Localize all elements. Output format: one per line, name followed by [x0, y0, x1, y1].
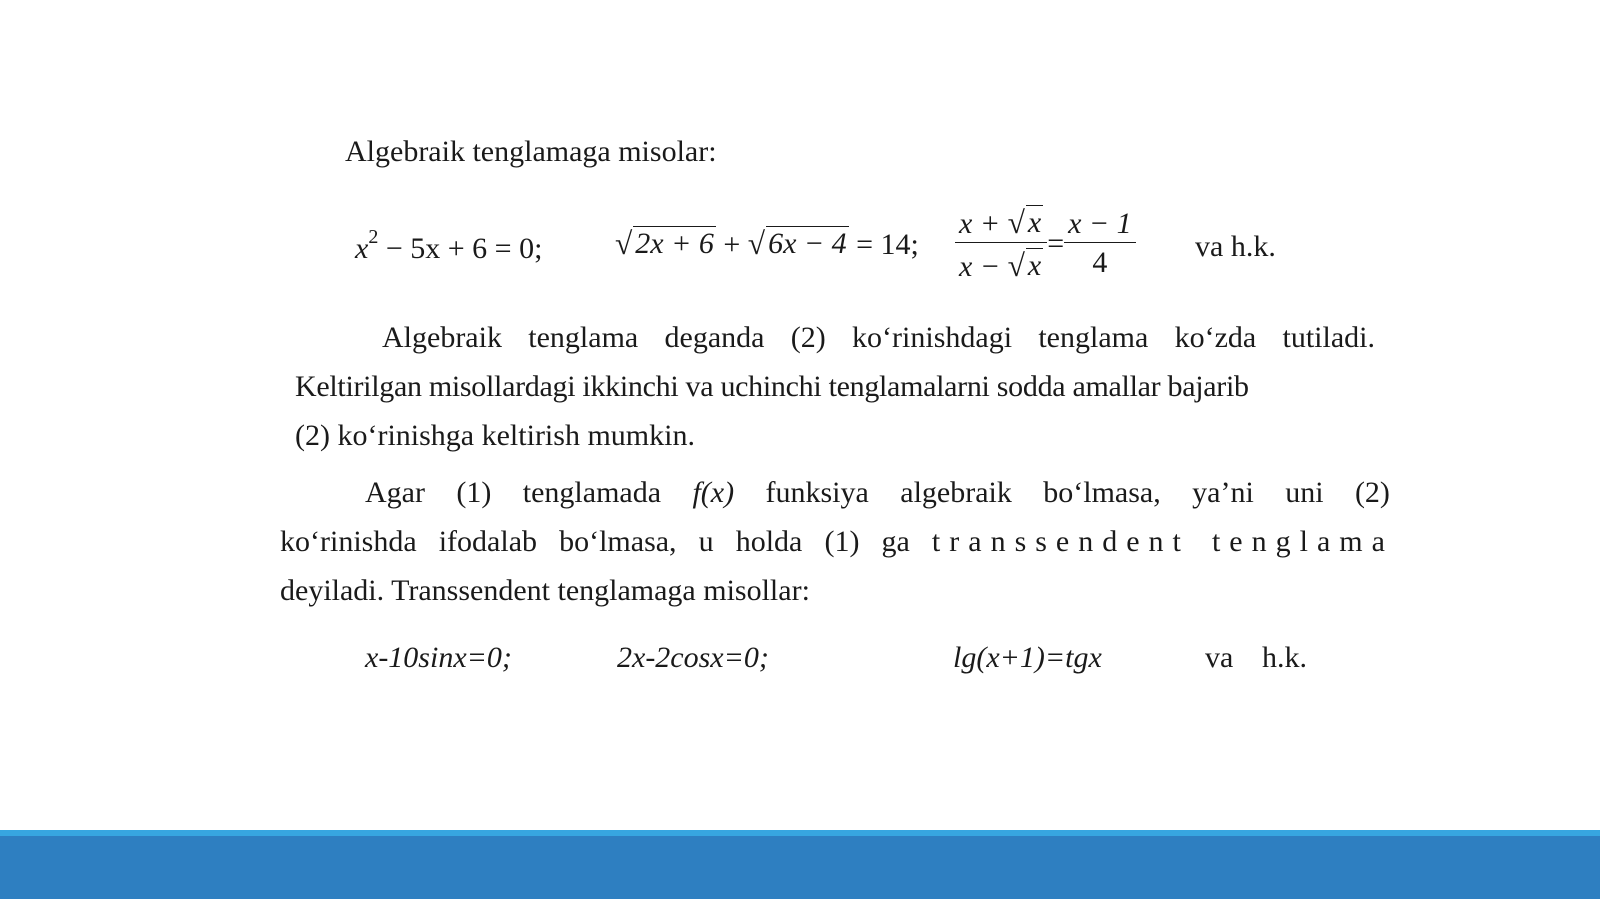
- algebraic-equation-3: [955, 205, 1136, 282]
- fraction-right: [1064, 209, 1136, 278]
- algebraic-equation-2: [615, 226, 919, 260]
- word: (1): [456, 476, 492, 509]
- word: tenglama: [528, 321, 639, 354]
- term-tenglama: tenglama: [1211, 525, 1394, 558]
- eq2-plus: +: [715, 228, 748, 261]
- footer-bar: [0, 830, 1600, 899]
- term-transsendent: transsendent: [931, 525, 1190, 558]
- fraction-right-denominator: 4: [1092, 246, 1108, 279]
- word: holda: [735, 525, 803, 558]
- word: ya’ni: [1192, 476, 1254, 509]
- eq3-equals: =: [1047, 226, 1065, 260]
- function-fx: f(x): [692, 476, 735, 509]
- paragraph2-line2: [280, 525, 1394, 558]
- word: ko‘zda: [1174, 321, 1257, 354]
- algebraic-equation-1: [355, 226, 543, 265]
- paragraph2-line3: deyiladi. Transsendent tenglamaga misollar:: [280, 574, 810, 607]
- word: algebraik: [900, 476, 1012, 509]
- transcendental-equation-1: x-10sinx=0;: [365, 641, 512, 674]
- eq2-rest: = 14;: [848, 228, 919, 261]
- transcendental-etc-hk: h.k.: [1262, 641, 1307, 674]
- algebraic-etc: va h.k.: [1195, 230, 1276, 263]
- fraction-left: [955, 205, 1047, 282]
- word: (2): [790, 321, 826, 354]
- word: deganda: [664, 321, 765, 354]
- transcendental-equation-3: lg(x+1)=tgx: [953, 641, 1102, 674]
- word: Agar: [365, 476, 425, 509]
- word: (2): [1354, 476, 1390, 509]
- word: ga: [881, 525, 910, 558]
- transcendental-etc-va: va: [1205, 641, 1234, 674]
- sqrt-2: √ 6x − 4: [747, 226, 847, 261]
- paragraph2-line1: [365, 478, 1390, 508]
- word: Algebraik: [382, 321, 502, 354]
- heading: Algebraik tenglamaga misolar:: [345, 135, 717, 168]
- word: u: [698, 525, 714, 558]
- fraction-left-numerator: x + √ x: [955, 205, 1047, 243]
- word: uni: [1285, 476, 1324, 509]
- word: ko‘rinishda: [280, 525, 417, 558]
- word: tutiladi.: [1282, 321, 1375, 354]
- eq1-exponent: 2: [368, 226, 379, 248]
- radicand-2: 6x − 4: [768, 227, 847, 260]
- word: (1): [824, 525, 860, 558]
- radicand-1: 2x + 6: [635, 227, 714, 260]
- eq1-base: x: [355, 232, 369, 265]
- word: bo‘lmasa,: [559, 525, 677, 558]
- word: funksiya: [765, 476, 869, 509]
- word: ko‘rinishdagi: [852, 321, 1013, 354]
- word: bo‘lmasa,: [1043, 476, 1161, 509]
- word: tenglamada: [522, 476, 662, 509]
- paragraph1-line1: [382, 323, 1375, 353]
- footer-accent-line: [0, 830, 1600, 836]
- word: tenglama: [1038, 321, 1149, 354]
- fraction-right-numerator: x − 1: [1064, 209, 1136, 243]
- sqrt-1: √ 2x + 6: [615, 226, 714, 261]
- paragraph1-line3: (2) ko‘rinishga keltirish mumkin.: [295, 419, 695, 452]
- transcendental-equation-2: 2x-2cosx=0;: [617, 641, 769, 674]
- word: ifodalab: [438, 525, 538, 558]
- paragraph1-line2: Keltirilgan misollardagi ikkinchi va uchinchi tenglamalarni sodda amallar bajarib: [295, 370, 1249, 403]
- fraction-left-denominator: x − √ x: [959, 248, 1042, 283]
- eq1-rest: − 5x + 6 = 0;: [378, 232, 543, 265]
